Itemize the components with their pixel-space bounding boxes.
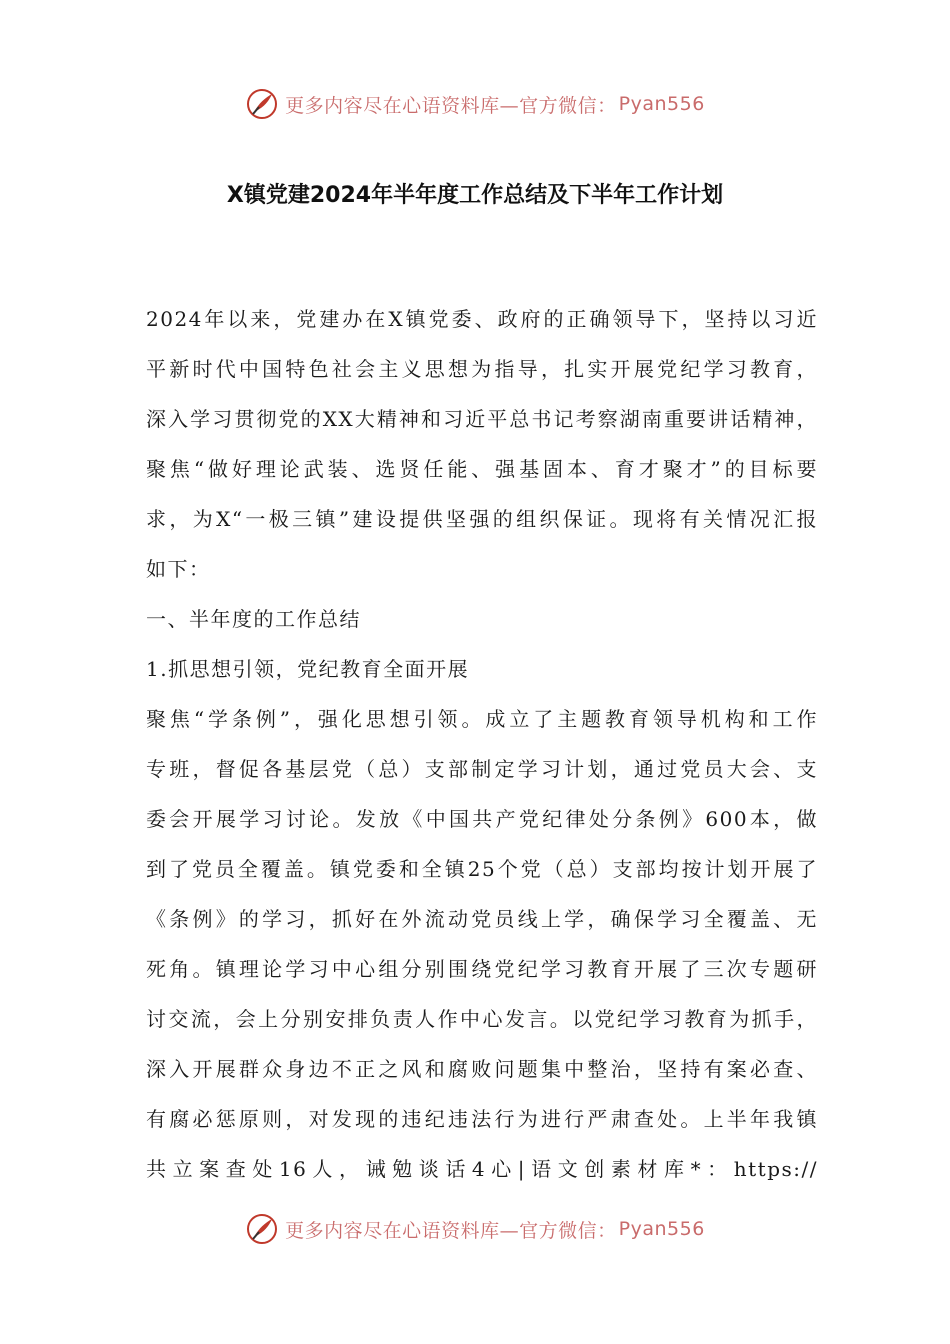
body-line: 有腐必惩原则，对发现的违纪违法行为进行严肃查处。上半年我镇 <box>146 1107 818 1131</box>
body-line: 共立案查处16人，诫勉谈话4心|语文创素材库*：https:// <box>146 1157 818 1181</box>
watermark-wechat-id: Pyan556 <box>618 93 705 115</box>
quill-logo-icon <box>245 87 279 121</box>
body-line: 平新时代中国特色社会主义思想为指导，扎实开展党纪学习教育， <box>146 357 818 381</box>
subsection-heading: 1.抓思想引领，党纪教育全面开展 <box>146 657 470 681</box>
body-line: 如下： <box>146 557 211 581</box>
watermark-text: 更多内容尽在心语资料库—官方微信： <box>285 1219 617 1242</box>
body-line: 深入学习贯彻党的XX大精神和习近平总书记考察湖南重要讲话精神， <box>146 407 818 431</box>
body-line: 讨交流，会上分别安排负责人作中心发言。以党纪学习教育为抓手， <box>146 1007 818 1031</box>
body-line: 求，为X“一极三镇”建设提供坚强的组织保证。现将有关情况汇报 <box>146 507 818 531</box>
watermark-header <box>0 84 950 124</box>
document-title: X镇党建2024年半年度工作总结及下半年工作计划 <box>226 183 724 208</box>
body-line: 2024年以来，党建办在X镇党委、政府的正确领导下，坚持以习近 <box>146 307 818 331</box>
watermark-text: 更多内容尽在心语资料库—官方微信： <box>285 94 617 117</box>
section-heading: 一、半年度的工作总结 <box>146 607 361 631</box>
body-line: 聚焦“学条例”，强化思想引领。成立了主题教育领导机构和工作 <box>146 707 818 731</box>
body-line: 委会开展学习讨论。发放《中国共产党纪律处分条例》600本，做 <box>146 807 818 831</box>
watermark-wechat-id: Pyan556 <box>618 1218 705 1240</box>
body-line: 到了党员全覆盖。镇党委和全镇25个党（总）支部均按计划开展了 <box>146 857 818 881</box>
quill-logo-icon <box>245 1212 279 1246</box>
body-line: 专班，督促各基层党（总）支部制定学习计划，通过党员大会、支 <box>146 757 818 781</box>
body-line: 深入开展群众身边不正之风和腐败问题集中整治，坚持有案必查、 <box>146 1057 818 1081</box>
body-line: 死角。镇理论学习中心组分别围绕党纪学习教育开展了三次专题研 <box>146 957 818 981</box>
body-line: 《条例》的学习，抓好在外流动党员线上学，确保学习全覆盖、无 <box>146 907 818 931</box>
watermark-footer <box>0 1209 950 1249</box>
body-line: 聚焦“做好理论武装、选贤任能、强基固本、育才聚才”的目标要 <box>146 457 818 481</box>
document-body <box>146 294 818 1194</box>
